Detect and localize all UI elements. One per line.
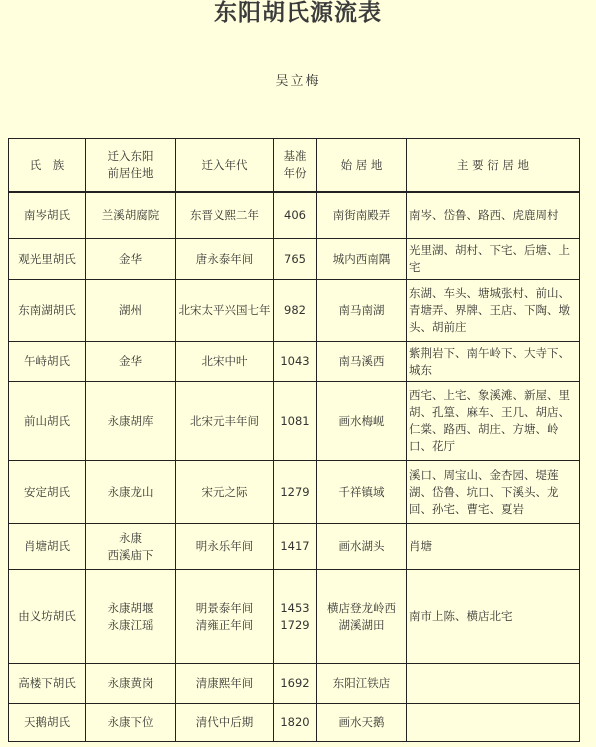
year-cell: 1820 bbox=[274, 704, 317, 742]
year-cell: 1279 bbox=[274, 461, 317, 524]
header-row bbox=[9, 139, 580, 192]
main-settlements-cell: 肖塘 bbox=[407, 524, 580, 570]
header-era: 迁入年代 bbox=[176, 139, 274, 192]
main-settlements-cell: 紫荆岩下、南午岭下、大寺下、城东 bbox=[407, 342, 580, 382]
clan-cell: 肖塘胡氏 bbox=[9, 524, 86, 570]
origin-cell: 金华 bbox=[86, 239, 176, 280]
origin-cell: 永康龙山 bbox=[86, 461, 176, 524]
main-settlements-cell: 东湖、车头、塘城张村、前山、青塘弄、界牌、王店、下陶、墩头、胡前庄 bbox=[407, 280, 580, 342]
clan-cell: 观光里胡氏 bbox=[9, 239, 86, 280]
era-cell: 东晋义熙二年 bbox=[176, 193, 274, 239]
era-cell: 宋元之际 bbox=[176, 461, 274, 524]
year-cell: 1692 bbox=[274, 664, 317, 704]
origin-cell: 湖州 bbox=[86, 280, 176, 342]
era-cell: 唐永泰年间 bbox=[176, 239, 274, 280]
clan-cell: 高楼下胡氏 bbox=[9, 664, 86, 704]
first-settlement-cell: 画水天鹅 bbox=[317, 704, 407, 742]
origin-cell: 永康 西溪庙下 bbox=[86, 524, 176, 570]
origin-cell: 永康下位 bbox=[86, 704, 176, 742]
main-settlements-cell: 光里湖、胡村、下宅、后塘、上宅 bbox=[407, 239, 580, 280]
origin-cell: 永康胡堰 永康江瑶 bbox=[86, 570, 176, 664]
first-settlement-cell: 南马南湖 bbox=[317, 280, 407, 342]
header-year bbox=[274, 139, 317, 192]
header-main-settlements: 主 要 衍 居 地 bbox=[407, 139, 580, 192]
table-row bbox=[9, 704, 580, 742]
era-cell: 北宋太平兴国七年 bbox=[176, 280, 274, 342]
clan-cell: 午峙胡氏 bbox=[9, 342, 86, 382]
table-row bbox=[9, 280, 580, 342]
origin-cell: 永康黄岗 bbox=[86, 664, 176, 704]
origin-cell: 兰溪胡腐院 bbox=[86, 193, 176, 239]
clan-cell: 安定胡氏 bbox=[9, 461, 86, 524]
table-row bbox=[9, 193, 580, 239]
clan-cell: 前山胡氏 bbox=[9, 382, 86, 461]
first-settlement-cell: 横店登龙岭西 湖溪湖田 bbox=[317, 570, 407, 664]
header-text: 迁入东阳 前居住地 bbox=[107, 149, 154, 180]
clan-cell: 东南湖胡氏 bbox=[9, 280, 86, 342]
header-first-settlement: 始 居 地 bbox=[317, 139, 407, 192]
header-text: 基准 年份 bbox=[283, 149, 307, 180]
main-settlements-cell: 南岑、岱鲁、路西、虎鹿周村 bbox=[407, 193, 580, 239]
page-title: 东阳胡氏源流表 bbox=[214, 0, 382, 26]
year-cell: 1453 1729 bbox=[274, 570, 317, 664]
first-settlement-cell: 城内西南隅 bbox=[317, 239, 407, 280]
table-row bbox=[9, 524, 580, 570]
year-cell: 1043 bbox=[274, 342, 317, 382]
lineage-table bbox=[8, 138, 580, 742]
first-settlement-cell: 千祥镇域 bbox=[317, 461, 407, 524]
year-cell: 982 bbox=[274, 280, 317, 342]
table-row bbox=[9, 570, 580, 664]
clan-cell: 南岑胡氏 bbox=[9, 193, 86, 239]
header-clan: 氏 族 bbox=[9, 139, 86, 192]
first-settlement-cell: 南马溪西 bbox=[317, 342, 407, 382]
era-cell: 北宋中叶 bbox=[176, 342, 274, 382]
clan-cell: 天鹅胡氏 bbox=[9, 704, 86, 742]
era-cell: 北宋元丰年间 bbox=[176, 382, 274, 461]
header-origin bbox=[86, 139, 176, 192]
year-cell: 1417 bbox=[274, 524, 317, 570]
table-row bbox=[9, 342, 580, 382]
table-row bbox=[9, 239, 580, 280]
year-cell: 1081 bbox=[274, 382, 317, 461]
era-cell: 明景泰年间 清雍正年间 bbox=[176, 570, 274, 664]
table-row bbox=[9, 461, 580, 524]
main-settlements-cell bbox=[407, 664, 580, 704]
table-row bbox=[9, 382, 580, 461]
origin-cell: 金华 bbox=[86, 342, 176, 382]
main-settlements-cell: 溪口、周宝山、金杏园、堤莲湖、岱鲁、坑口、下溪头、龙回、孙宅、曹宅、夏岩 bbox=[407, 461, 580, 524]
first-settlement-cell: 画水湖头 bbox=[317, 524, 407, 570]
table-row bbox=[9, 664, 580, 704]
first-settlement-cell: 南街南殿弄 bbox=[317, 193, 407, 239]
first-settlement-cell: 东阳江铁店 bbox=[317, 664, 407, 704]
author-name: 吴立梅 bbox=[275, 74, 321, 89]
main-settlements-cell bbox=[407, 704, 580, 742]
origin-cell: 永康胡库 bbox=[86, 382, 176, 461]
first-settlement-cell: 画水梅岘 bbox=[317, 382, 407, 461]
era-cell: 清代中后期 bbox=[176, 704, 274, 742]
year-cell: 765 bbox=[274, 239, 317, 280]
clan-cell: 由义坊胡氏 bbox=[9, 570, 86, 664]
year-cell: 406 bbox=[274, 193, 317, 239]
main-settlements-cell: 南市上陈、横店北宅 bbox=[407, 570, 580, 664]
main-settlements-cell: 西宅、上宅、象溪滩、新屋、里胡、孔篁、麻车、王几、胡店、仁棠、路西、胡庄、方塘、岭口、花厅 bbox=[407, 382, 580, 461]
era-cell: 清康熙年间 bbox=[176, 664, 274, 704]
era-cell: 明永乐年间 bbox=[176, 524, 274, 570]
